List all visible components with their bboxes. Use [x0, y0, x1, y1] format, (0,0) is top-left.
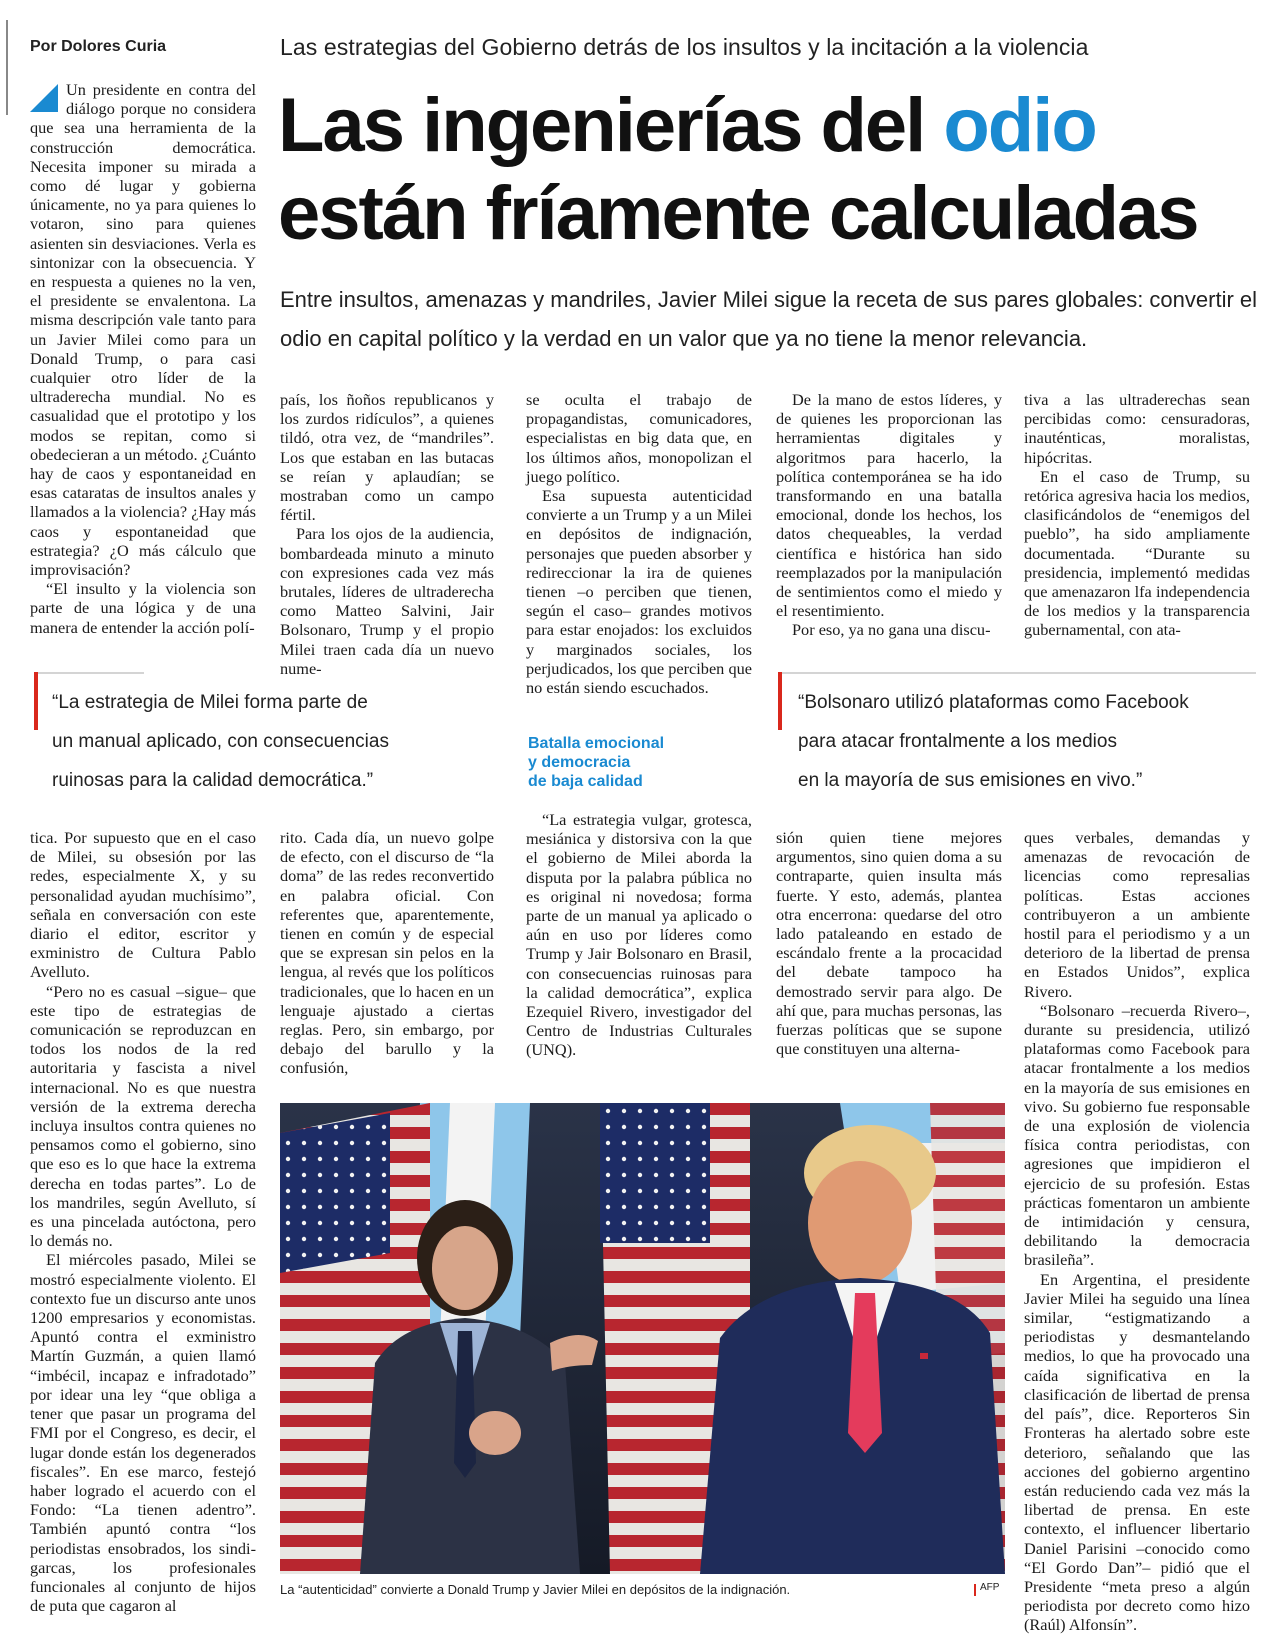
pullquote-rule — [778, 672, 1256, 674]
pullquote-bar — [778, 672, 782, 730]
column-3-bottom — [526, 810, 752, 1060]
column-2-bottom — [280, 828, 494, 1078]
paragraph: Un presidente en contra del diálogo porque no considera que sea una herramienta de la construcción democrática. Necesita imponer su mirada a como dé lugar y gobierna únicamente, no ya para quienes lo votaron, sino para quienes asienten sin desviaciones. Verla es sintonizar con la obsecuencia. Y en respuesta a quienes no la ven, el presidente se envalentona. La misma descripción vale tanto para un Javier Milei como para un Donald Trump, o para casi cualquier otro líder de la ultraderecha mundial. No es casualidad que el prototipo y los modos se repitan, como si obedecieran a un método. ¿Cuánto hay de caos y espontaneidad en esas cataratas de insultos anales y llamados a la violencia? ¿Hay más caos y espontaneidad que estrategia? ¿O más cálculo que improvisación? — [30, 80, 256, 580]
pullquote-bar — [34, 672, 38, 730]
byline: Por Dolores Curia — [30, 38, 167, 55]
pullquote-right — [798, 683, 1258, 800]
paragraph: tiva a las ultraderechas sean percibidas como: censuradoras, inauténticas, moralistas, hipócritas. — [1024, 390, 1250, 467]
photo-credit: AFP — [980, 1582, 1000, 1593]
subhead-line: de baja calidad — [528, 773, 643, 790]
pullquote-line: en la mayoría de sus emisiones en vivo.” — [798, 770, 1143, 791]
headline-accent-word: odio — [943, 83, 1096, 168]
pullquote-rule — [34, 672, 144, 674]
paragraph: En el caso de Trump, su retórica agresiva hacia los medios, clasificándolos de “enemigos del pueblo”, ha sido ampliamente documentada. “Durante su presidencia, implementó medidas que amenazaron lfa independencia de los medios y la transparencia gubernamental, con ata- — [1024, 466, 1250, 640]
pullquote-left — [52, 683, 502, 800]
page-edge-mark — [6, 20, 16, 115]
paragraph: El miércoles pasado, Milei se mostró especialmente violento. El contexto fue un discurso ante unos 1200 empresarios y economistas. Apuntó contra el exministro Martín Guzmán, a quien llamó “imbécil, incapaz e infradotado” por idear una ley “que obliga a tener que pasar un programa del FMI por el Congreso, es decir, el lugar donde están los degenerados fiscales”. En ese marco, festejó haber logrado el acuerdo con el Fondo: “La tienen adentro”. También apuntó contra “los periodistas ensobrados, los sindi-garcas, los profesionales funcionales al conjunto de hijos de puta que cagaron al — [30, 1250, 256, 1616]
column-5-top — [1024, 390, 1250, 640]
pullquote-line: “Bolsonaro utilizó plataformas como Facebook — [798, 692, 1189, 713]
paragraph: “Pero no es casual –sigue– que este tipo de estrategias de comunicación se reproduzcan en todos los nodos de la red autoritaria y fascista a nivel internacional. No es que nuestra versión de la extrema derecha incluya insultos contra quienes no pensamos como el gobierno, sino que eso es lo que hace la extrema derecha en todas partes”. Lo de los mandriles, según Avelluto, sí es una pincelada autóctona, pero lo demás no. — [30, 981, 256, 1251]
paragraph: ques verbales, demandas y amenazas de revocación de licencias como represalias políticas. Estas acciones contribuyeron a un ambiente hostil para el periodismo y a un deterioro de la libertad de prensa en Estados Unidos”, explica Rivero. — [1024, 828, 1250, 1001]
paragraph: tica. Por supuesto que en el caso de Milei, su obsesión por las redes, especialmente X, y su personalidad ayudan muchísimo”, señala en conversación con este diario el editor, escritor y exministro de Cultura Pablo Avelluto. — [30, 828, 256, 982]
column-3-top — [526, 390, 752, 697]
paragraph: sión quien tiene mejores argumentos, sino quien doma a su contraparte, quien insulta más fuerte. Y esto, además, plantea otra encerrona: quedarse del otro lado pataleando en estado de escándalo frente a la procacidad del debate tampoco ha demostrado servir para algo. De ahí que, para muchas personas, las fuerzas políticas que se supone que constituyen una alterna- — [776, 828, 1002, 1059]
news-photo — [280, 1103, 1005, 1574]
kicker: Las estrategias del Gobierno detrás de los insultos y la incitación a la violencia — [280, 34, 1089, 60]
column-4-top — [776, 390, 1002, 640]
headline-line1: Las ingenierías del — [278, 83, 944, 168]
column-4-bottom — [776, 828, 1002, 1058]
pullquote-line: “La estrategia de Milei forma parte de — [52, 692, 368, 713]
paragraph: En Argentina, el presidente Javier Milei ha seguido una línea similar, “estigmatizando a periodistas y desmantelando medios, lo que ha provocado una caída significativa en la clasificación de libertad de prensa del país”, dice. Reporteros Sin Fronteras ha alertado sobre este deterioro, señalando que las acciones del gobierno argentino están reduciendo cada vez más la libertad de prensa. En este contexto, el influencer libertario Daniel Parisini –conocido como “El Gordo Dan”– pidió que el Presidente “meta preso a algún periodista por decreto como hizo (Raúl) Alfonsín”. — [1024, 1269, 1250, 1635]
column-2-top — [280, 390, 494, 678]
paragraph: Por eso, ya no gana una discu- — [792, 620, 991, 640]
credit-bar — [974, 1584, 976, 1596]
subhead-line: y democracia — [528, 754, 631, 771]
paragraph: “La estrategia vulgar, grotesca, mesiánica y distorsiva con la que el gobierno de Milei aborda la disputa por la palabra pública no es original ni novedosa; forma parte de un manual ya aplicado o aún en uso por líderes como Trump y Jair Bolsonaro en Brasil, con consecuencias ruinosas para la calidad democrática”, explica Ezequiel Rivero, investigador del Centro de Industrias Culturales (UNQ). — [526, 810, 752, 1060]
photo-caption: La “autenticidad” convierte a Donald Trump y Javier Milei en depósitos de la indignación. — [280, 1582, 791, 1597]
pullquote-line: para atacar frontalmente a los medios — [798, 731, 1117, 752]
pullquote-line: un manual aplicado, con consecuencias — [52, 731, 389, 752]
paragraph: De la mano de estos líderes, y de quienes les proporcionan las herramientas digitales y algoritmos para hacerlo, la política contemporánea se ha ido transformando en una batalla emocional, donde los hechos, los datos chequeables, la verdad científica e histórica han sido reemplazados por la manipulación de sentimientos como el miedo y el resentimiento. — [776, 390, 1002, 621]
pullquote-line: ruinosas para la calidad democrática.” — [52, 770, 374, 791]
column-5-bottom — [1024, 828, 1250, 1635]
subhead-line: Batalla emocional — [528, 735, 665, 752]
paragraph: Esa supuesta autenticidad convierte a un Trump y a un Milei en depósitos de indignación, personajes que pueden absorber y redireccionar la ira de quienes tienen –o perciben que tienen, según el caso– grandes motivos para estar enojados: los excluidos y marginados sociales, los perjudicados, los que perciben que no están siendo escuchados. — [526, 486, 752, 698]
paragraph: rito. Cada día, un nuevo golpe de efecto, con el discurso de “la doma” de las redes reconvertido en palabra oficial. Con referentes que, aparentemente, tienen en común y de especial que se expresan sin pelos en la lengua, al revés que los políticos tradicionales, que lo hacen en un lenguaje ajustado a ciertas reglas. Pero, sin embargo, por debajo del barullo y la confusión, — [280, 828, 494, 1078]
paragraph: se oculta el trabajo de propagandistas, comunicadores, especialistas en big data que, en los últimos años, monopolizan el juego político. — [526, 390, 752, 486]
deck: Entre insultos, amenazas y mandriles, Javier Milei sigue la receta de sus pares globales: convertir el odio en capital político y la verdad en un valor que ya no tiene la menor relevancia. — [280, 287, 1258, 351]
paragraph: Para los ojos de la audiencia, bombardeada minuto a minuto con expresiones cada vez más brutales, líderes de ultraderecha como Matteo Salvini, Jair Bolsonaro, Trump y el propio Milei traen cada día un nuevo nume- — [280, 524, 494, 678]
column-1-bottom — [30, 828, 256, 1615]
drop-triangle-icon — [30, 84, 58, 112]
paragraph: “El insulto y la violencia son parte de una lógica y de una manera de entender la acción polí- — [30, 579, 256, 637]
headline — [278, 82, 1258, 258]
headline-line2: están fríamente calculadas — [278, 171, 1198, 256]
paragraph: país, los ñoños republicanos y los zurdos ridículos”, a quienes tildó, otra vez, de “mandriles”. Los que estaban en las butacas se reían y aplaudían; se mostraban como un campo fértil. — [280, 390, 494, 525]
paragraph: “Bolsonaro –recuerda Rivero–, durante su presidencia, utilizó plataformas como Facebook para atacar frontalmente a los medios en la mayoría de sus emisiones en vivo. Su gobierno fue responsable de una explosión de violencia física contra periodistas, con agresiones que impidieron el ejercicio de su profesión. Estas prácticas fomentaron un ambiente de intimidación y censura, debilitando la democracia brasileña”. — [1024, 1000, 1250, 1270]
column-1-top — [30, 80, 256, 637]
subhead — [528, 734, 748, 791]
